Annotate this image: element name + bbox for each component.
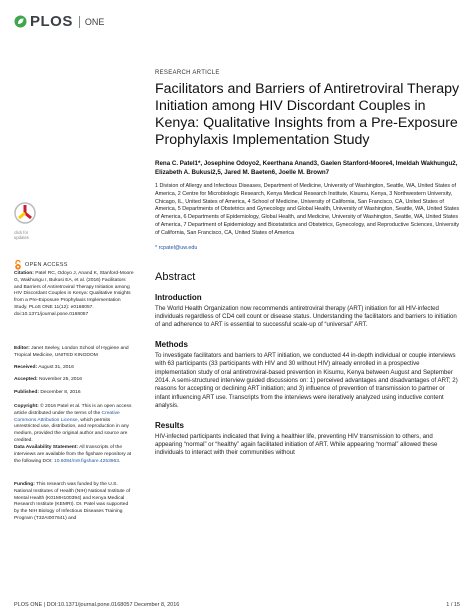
license-link[interactable]: Creative Commons Attribution License <box>14 410 120 423</box>
copyright-block <box>14 404 134 445</box>
received-label: Received: <box>14 365 38 370</box>
article-title: Facilitators and Barriers of Antiretroviral Therapy Initiation among HIV Discordant Couples in Kenya: Qualitative Insights from a Pre-Exposure Prophylaxis Implementation Study <box>155 81 460 148</box>
introduction-text: The World Health Organization now recommends antiretroviral therapy (ART) initiation for all HIV-infected individuals regardless of CD4 cell count or disease status. Understanding the facilitators and barriers to initiation of and adherence to ART is essential to successful scale-up of “universal” ART. <box>155 304 457 329</box>
corresponding-email[interactable]: * rcpatel@uw.edu <box>155 244 198 251</box>
funding-text: This research was funded by the U.S. National Institutes of Health (NIH) National Institute of Mental Health (K01MH100394) and Kenya Medical Research Institute (KEMRI). Dr. Patel was supported by the NIH Biology of Infectious Diseases Training Program (T32AI007641) and <box>14 482 131 521</box>
funding-block <box>14 482 134 523</box>
citation-text: Patel RC, Odoyo J, Anand K, Stanford-Moore G, Wakhungu I, Bukusi EA, et al. (2016) Facilitators and Barriers of Antiretroviral Therapy Initiation among HIV Discordant Couples in Kenya: Qualitative Insights from a Pre-Exposure Prophylaxis Implementation Study. PLoS ONE 11(12): e0168057. doi:10.1371/journal.pone.0168057 <box>14 271 134 317</box>
methods-text: To investigate facilitators and barriers to ART initiation, we conducted 44 in-depth individual or couple interviews with 63 participants (33 participants with HIV and 30 without HIV) already enrolled in a prospective implementation study of oral antiretroviral-based prevention in Kisumu, Kenya between August and September 2014. A semi-structured interview guided discussions on: 1) perceived advantages and disadvantages of ART; 2) reasons for accepting or declining ART initiation; and 3) influence of prevention of transmission to partner or infant influencing ART use. Transcripts from the interviews were iteratively analyzed using inductive content analysis. <box>155 351 458 410</box>
methods-heading: Methods <box>155 339 188 349</box>
logo-divider <box>79 16 80 28</box>
accepted-date: November 25, 2016 <box>39 377 82 382</box>
published-label: Published: <box>14 390 39 395</box>
editor-block <box>14 346 134 360</box>
published-block <box>14 390 134 397</box>
open-lock-icon <box>14 260 22 270</box>
copyright-label: Copyright: <box>14 404 39 409</box>
accepted-label: Accepted: <box>14 377 38 382</box>
plos-logo[interactable] <box>14 13 104 30</box>
article-type: RESEARCH ARTICLE <box>155 70 220 76</box>
funding-label: Funding: <box>14 482 35 487</box>
received-date: August 31, 2016 <box>38 365 74 370</box>
citation-block <box>14 271 134 319</box>
figshare-doi-link[interactable]: 10.6084/m9.figshare.4253963 <box>53 458 119 464</box>
accepted-block <box>14 377 134 384</box>
logo-subtitle: ONE <box>84 16 105 27</box>
results-heading: Results <box>155 420 184 430</box>
data-availability-label: Data Availability Statement: <box>14 445 79 450</box>
copyright-text-pre: © 2016 Patel et al. This is an open access article distributed under the terms of the <box>14 404 132 416</box>
author-list[interactable]: Rena C. Patel1*, Josephine Odoyo2, Keerthana Anand3, Gaelen Stanford-Moore4, Imeldah Wakhungu2, Elizabeth A. Bukusi2,5, Jared M. Baeten6, Joelle M. Brown7 <box>155 160 458 176</box>
received-block <box>14 365 134 372</box>
introduction-heading: Introduction <box>155 292 202 302</box>
plos-leaf-icon <box>14 15 27 28</box>
open-access-badge <box>14 260 68 270</box>
page-number: 1 / 15 <box>446 602 460 608</box>
journal-header <box>0 0 474 42</box>
footer-citation: PLOS ONE | DOI:10.1371/journal.pone.0168057 December 8, 2016 <box>14 602 180 608</box>
editor-text: Janet Seeley, London School of Hygiene and Tropical Medicine, UNITED KINGDOM <box>14 346 129 358</box>
data-availability-block <box>14 445 134 465</box>
crossmark-label: click for updates <box>14 230 29 240</box>
article-main <box>155 70 461 458</box>
data-availability-end: . <box>118 458 121 464</box>
abstract-heading: Abstract <box>155 270 196 283</box>
citation-label: Citation: <box>14 271 34 276</box>
data-availability-text: All transcripts of the interviews are available from the figshare repository at the following DOI: <box>14 445 132 464</box>
copyright-text-post: , which permits unrestricted use, distribution, and reproduction in any medium, provided the original author and source are credited. <box>14 417 129 443</box>
editor-label: Editor: <box>14 346 30 351</box>
published-date: December 8, 2016 <box>40 390 81 395</box>
crossmark-badge[interactable] <box>14 202 44 240</box>
page-footer <box>14 602 460 608</box>
logo-text: PLOS <box>30 13 73 30</box>
results-text: HIV-infected participants indicated that living a healthier life, preventing HIV transmission to others, and appearing “normal” or “healthy” again facilitated initiation of ART. While appearing “normal” allowed these individuals to interact with their communities without <box>155 432 438 457</box>
crossmark-icon <box>14 202 36 224</box>
open-access-label: OPEN ACCESS <box>25 262 68 268</box>
affiliations: 1 Division of Allergy and Infectious Diseases, Department of Medicine, University of Washington, Seattle, WA, United States of America, 2 Centre for Microbiologic Research, Kenya Medical Research Institute, Kisumu, Kenya, 3 Northwestern University, Chicago, IL, United States of America, 4 School of Medicine, University of California, San Francisco, CA, United States of America, 5 Departments of Obstetrics and Gynecology and Global Health, University of Washington, Seattle, WA, United States of America, 6 Departments of Epidemiology, Global Health, and Medicine, University of Washington, Seattle, WA, United States of America, 7 Department of Epidemiology and Biostatistics and Obstetrics, Gynecology, and Reproductive Sciences, University of California, San Francisco, CA, United States of America <box>155 183 460 236</box>
